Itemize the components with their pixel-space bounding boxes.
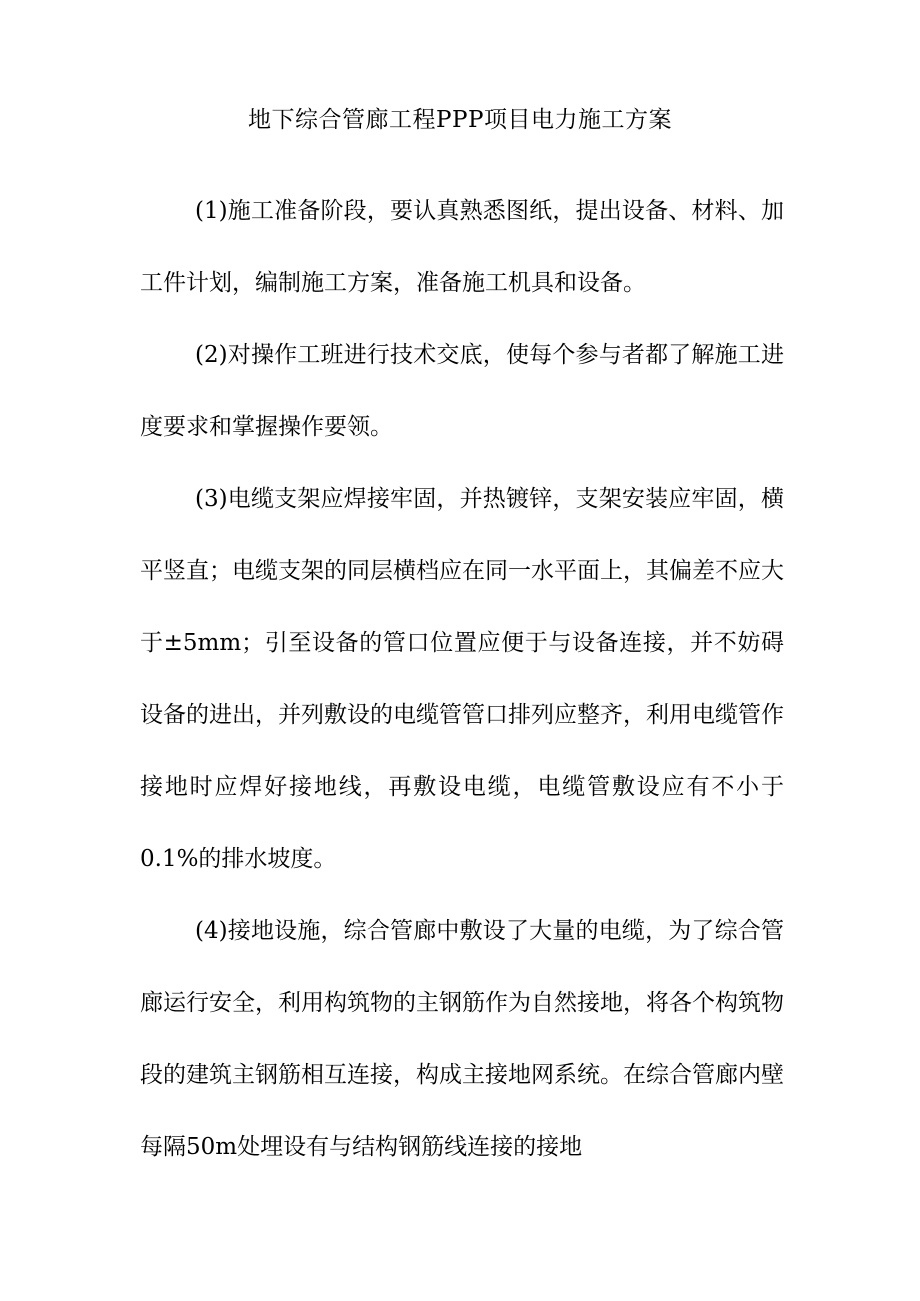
paragraph-1-text: (1)施工准备阶段，要认真熟悉图纸，提出设备、材料、加工件计划，编制施工方案，准备施工机具和设备。 xyxy=(140,198,784,296)
paragraph-1 xyxy=(140,175,784,319)
paragraph-2 xyxy=(140,319,784,463)
paragraph-4 xyxy=(140,895,784,1183)
document-title: 地下综合管廊工程PPP项目电力施工方案 xyxy=(248,107,672,133)
paragraph-2-text: (2)对操作工班进行技术交底，使每个参与者都了解施工进度要求和掌握操作要领。 xyxy=(140,342,784,440)
paragraph-3-text: (3)电缆支架应焊接牢固，并热镀锌，支架安装应牢固，横平竖直；电缆支架的同层横档应在同一水平面上，其偏差不应大于±5mm；引至设备的管口位置应便于与设备连接，并不妨碍设备的进出，并列敷设的电缆管管口排列应整齐，利用电缆管作接地时应焊好接地线，再敷设电缆，电缆管敷设应有不小于0.1%的排水坡度。 xyxy=(140,486,784,872)
paragraph-4-text: (4)接地设施，综合管廊中敷设了大量的电缆，为了综合管廊运行安全，利用构筑物的主钢筋作为自然接地，将各个构筑物段的建筑主钢筋相互连接，构成主接地网系统。在综合管廊内壁每隔50m处埋设有与结构钢筋线连接的接地 xyxy=(140,918,784,1160)
paragraph-3 xyxy=(140,463,784,895)
